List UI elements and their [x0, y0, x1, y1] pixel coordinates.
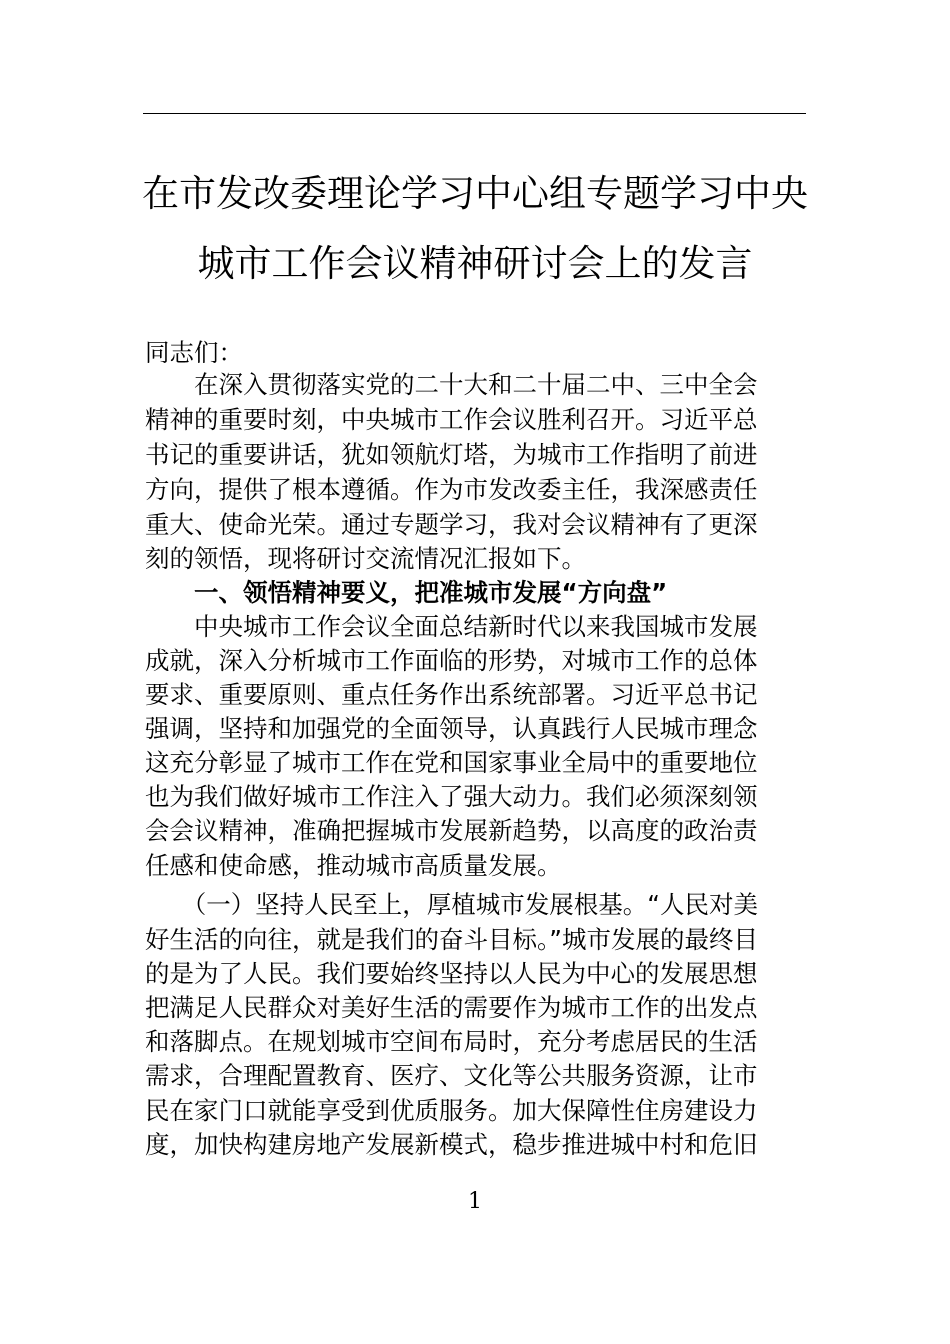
header-rule	[143, 113, 806, 114]
body-line: 把满足人民群众对美好生活的需要作为城市工作的出发点	[145, 993, 758, 1022]
document-title-line-1: 在市发改委理论学习中心组专题学习中央	[142, 172, 808, 215]
body-line: 需求，合理配置教育、医疗、文化等公共服务资源，让市	[145, 1061, 758, 1090]
body-line: 在深入贯彻落实党的二十大和二十届二中、三中全会	[145, 370, 758, 399]
section-heading: 一、领悟精神要义，把准城市发展“方向盘”	[145, 578, 668, 607]
body-line: 成就，深入分析城市工作面临的形势，对城市工作的总体	[145, 646, 758, 675]
body-line: 度，加快构建房地产发展新模式，稳步推进城中村和危旧	[145, 1130, 758, 1159]
subsection-line: （一）坚持人民至上，厚植城市发展根基。“人民对美	[145, 890, 758, 919]
body-line: 也为我们做好城市工作注入了强大动力。我们必须深刻领	[145, 782, 758, 811]
body-line: 这充分彰显了城市工作在党和国家事业全局中的重要地位	[145, 748, 758, 777]
body-line: 和落脚点。在规划城市空间布局时，充分考虑居民的生活	[145, 1027, 758, 1056]
body-line: 民在家门口就能享受到优质服务。加大保障性住房建设力	[145, 1096, 758, 1125]
body-line: 会会议精神，准确把握城市发展新趋势，以高度的政治责	[145, 816, 758, 845]
page-number: 1	[468, 1189, 482, 1214]
body-line: 中央城市工作会议全面总结新时代以来我国城市发展	[145, 612, 758, 641]
body-line: 书记的重要讲话，犹如领航灯塔，为城市工作指明了前进	[145, 440, 758, 469]
salutation: 同志们：	[145, 338, 243, 367]
body-line: 的是为了人民。我们要始终坚持以人民为中心的发展思想	[145, 959, 758, 988]
body-line: 方向，提供了根本遵循。作为市发改委主任，我深感责任	[145, 475, 758, 504]
document-title-line-2: 城市工作会议精神研讨会上的发言	[197, 242, 753, 285]
body-line: 任感和使命感，推动城市高质量发展。	[145, 851, 562, 880]
body-line: 刻的领悟，现将研讨交流情况汇报如下。	[145, 544, 586, 573]
body-line: 精神的重要时刻，中央城市工作会议胜利召开。习近平总	[145, 405, 758, 434]
body-line: 好生活的向往，就是我们的奋斗目标。”城市发展的最终目	[145, 925, 758, 954]
body-line: 重大、使命光荣。通过专题学习，我对会议精神有了更深	[145, 510, 758, 539]
body-line: 强调，坚持和加强党的全面领导，认真践行人民城市理念	[145, 714, 758, 743]
body-line: 要求、重要原则、重点任务作出系统部署。习近平总书记	[145, 680, 758, 709]
